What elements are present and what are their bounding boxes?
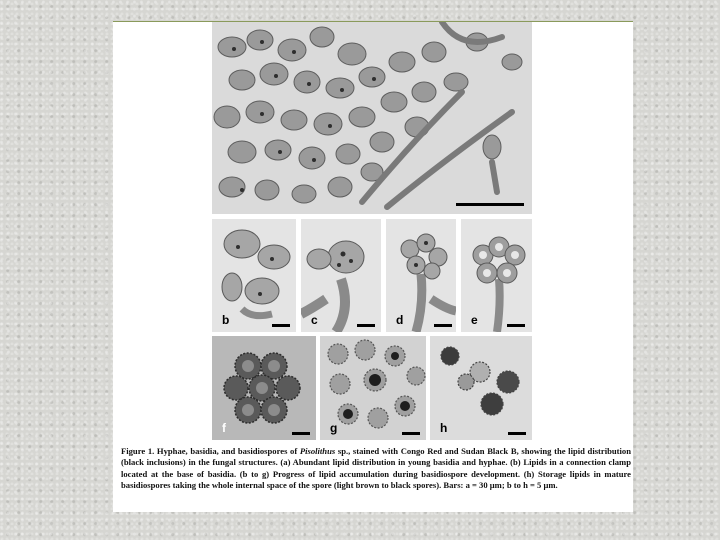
hyphae-micrograph-image xyxy=(212,22,532,214)
panel-h-scale-bar xyxy=(508,432,526,435)
panel-h-micrograph xyxy=(430,336,532,440)
figure-page xyxy=(113,22,633,512)
caption-lead: Figure 1. Hyphae, basidia, and basidiospores of xyxy=(121,446,300,456)
panel-d-scale-bar xyxy=(434,324,452,327)
figure-caption xyxy=(121,446,631,492)
panel-d-micrograph xyxy=(386,219,456,332)
panel-f-label: f xyxy=(222,421,226,435)
panel-g-micrograph xyxy=(320,336,426,440)
panel-c-scale-bar xyxy=(357,324,375,327)
panel-e-scale-bar xyxy=(507,324,525,327)
panel-c-label: c xyxy=(311,313,318,327)
panel-f-micrograph xyxy=(212,336,316,440)
developing-basidiospores-image xyxy=(212,336,316,440)
panel-c-micrograph xyxy=(301,219,381,332)
panel-b-micrograph xyxy=(212,219,296,332)
panel-b-label: b xyxy=(222,313,230,327)
panel-h-label: h xyxy=(440,421,448,435)
panel-e-micrograph xyxy=(461,219,532,332)
panel-e-label: e xyxy=(471,313,478,327)
panel-g-scale-bar xyxy=(402,432,420,435)
panel-f-scale-bar xyxy=(292,432,310,435)
panel-g-label: g xyxy=(330,421,338,435)
caption-genus: Pisolithus xyxy=(299,446,336,456)
caption-body: sp., stained with Congo Red and Sudan Black B, showing the lipid distribution (black inclusions) in the fungal structures. (a) Abundant lipid distribution in young basidia and hyphae. (b) Lipids in a connection clamp located at the base of basidia. (b to g) Progress of lipid accumulation during basidiospore development. (h) Storage lipids in mature basidiospores taking the whole internal space of the spore (light brown to black spores). Bars: a = 30 μm; b to h = 5 μm. xyxy=(121,446,632,491)
panel-b-scale-bar xyxy=(272,324,290,327)
panel-d-label: d xyxy=(396,313,404,327)
panel-a-micrograph xyxy=(212,22,532,214)
